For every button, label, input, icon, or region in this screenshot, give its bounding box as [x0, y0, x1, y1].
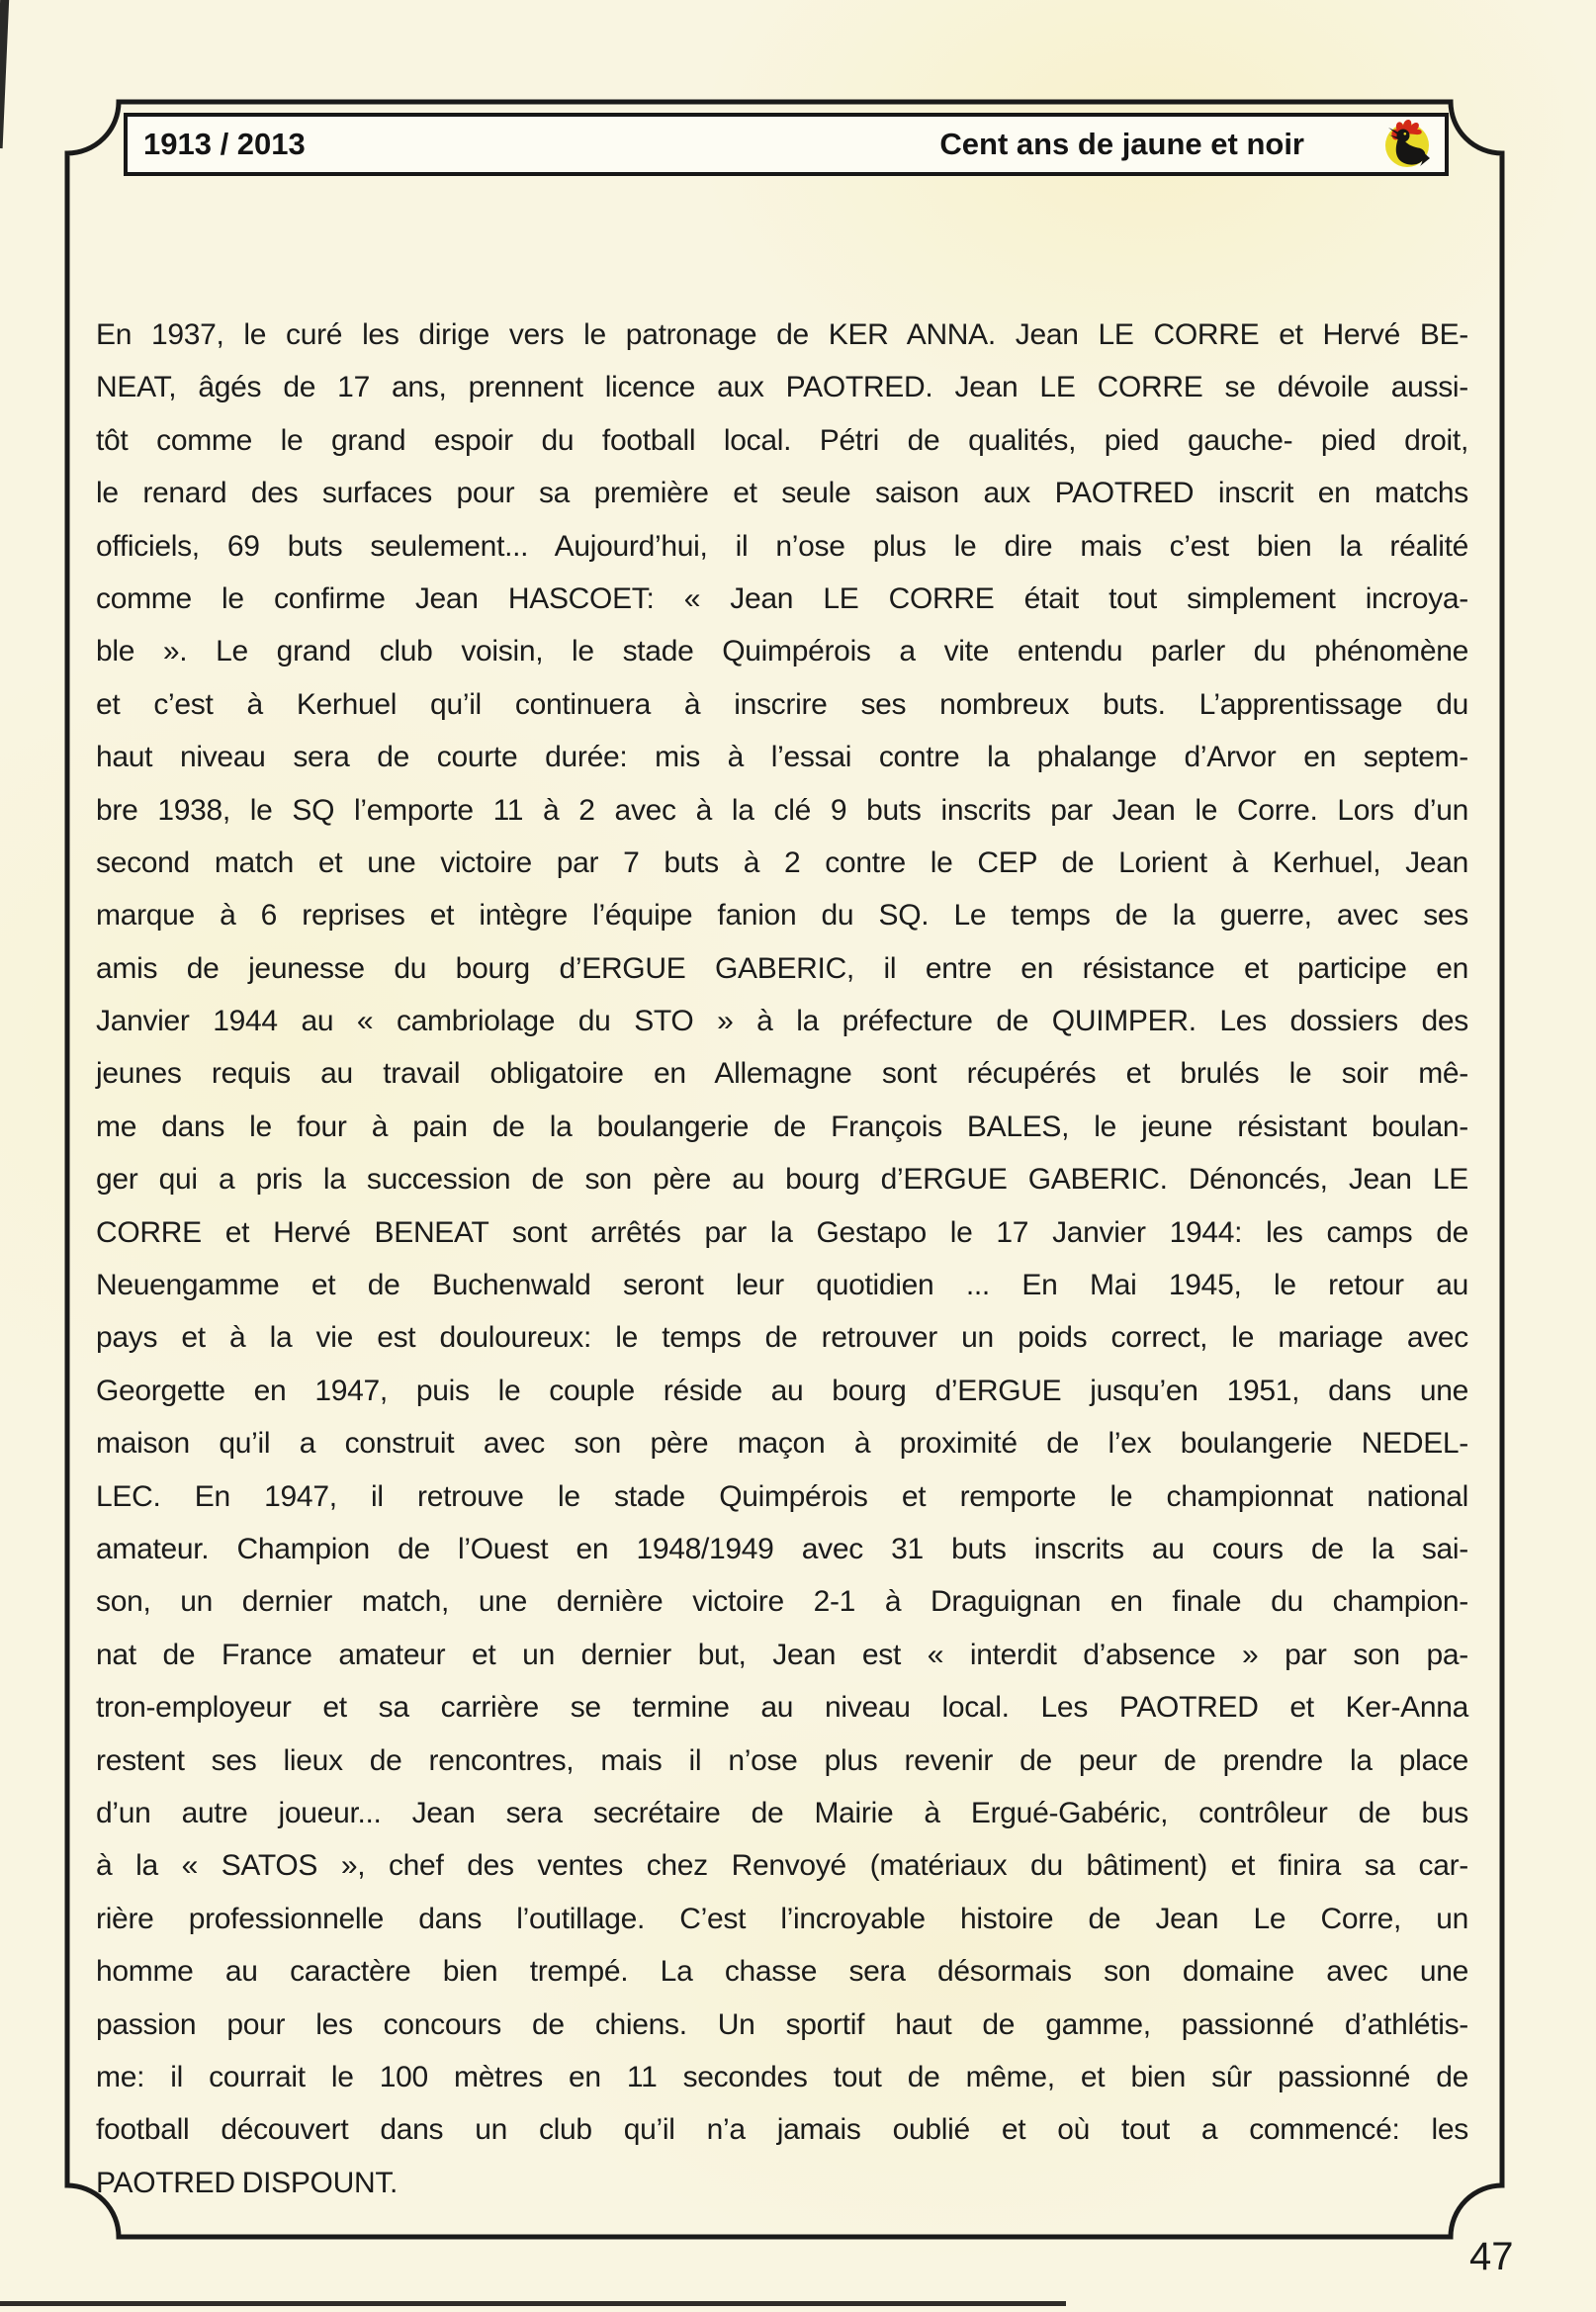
text-line: tron-employeur et sa carrière se termine au niveau local. Les PAOTRED et Ker-Anna — [96, 1691, 1468, 1725]
text-line: ger qui a pris la succession de son père au bourg d’ERGUE GABERIC. Dénoncés, Jean LE — [96, 1163, 1468, 1197]
text-line: et c’est à Kerhuel qu’il continuera à inscrire ses nombreux buts. L’apprentissage du — [96, 687, 1468, 721]
text-line: En 1937, le curé les dirige vers le patronage de KER ANNA. Jean LE CORRE et Hervé BE- — [96, 318, 1468, 351]
text-line: comme le confirme Jean HASCOET: « Jean LE CORRE était tout simplement incroya- — [96, 581, 1468, 615]
text-line: tôt comme le grand espoir du football local. Pétri de qualités, pied gauche- pied droit, — [96, 423, 1468, 457]
text-line: second match et une victoire par 7 buts à 2 contre le CEP de Lorient à Kerhuel, Jean — [96, 845, 1468, 879]
text-line: rière professionnelle dans l’outillage. C’est l’incroyable histoire de Jean Le Corre, un — [96, 1902, 1468, 1935]
text-line: officiels, 69 buts seulement... Aujourd’hui, il n’ose plus le dire mais c’est bien la réalité — [96, 529, 1468, 563]
text-line: bre 1938, le SQ l’emporte 11 à 2 avec à la clé 9 buts inscrits par Jean le Corre. Lors d’un — [96, 793, 1468, 827]
text-line: me: il courrait le 100 mètres en 11 secondes tout de même, et bien sûr passionné de — [96, 2060, 1468, 2093]
text-line: le renard des surfaces pour sa première et seule saison aux PAOTRED inscrit en matchs — [96, 477, 1468, 510]
text-line: pays et à la vie est douloureux: le temps de retrouver un poids correct, le mariage avec — [96, 1321, 1468, 1355]
text-line: Georgette en 1947, puis le couple réside au bourg d’ERGUE jusqu’en 1951, dans une — [96, 1374, 1468, 1407]
text-line: LEC. En 1947, il retrouve le stade Quimpérois et remporte le championnat national — [96, 1479, 1468, 1513]
text-line: CORRE et Hervé BENEAT sont arrêtés par la Gestapo le 17 Janvier 1944: les camps de — [96, 1215, 1468, 1249]
text-line: Neuengamme et de Buchenwald seront leur quotidien ... En Mai 1945, le retour au — [96, 1269, 1468, 1302]
text-line: Janvier 1944 au « cambriolage du STO » à la préfecture de QUIMPER. Les dossiers des — [96, 1005, 1468, 1038]
rooster-logo-icon — [1383, 118, 1431, 171]
page-number: 47 — [1469, 2235, 1514, 2278]
scan-artifact-bottom-edge — [0, 2301, 1066, 2306]
text-line: haut niveau sera de courte durée: mis à l’essai contre la phalange d’Arvor en septem- — [96, 741, 1468, 774]
header-right-group — [939, 118, 1431, 171]
text-line: marque à 6 reprises et intègre l’équipe fanion du SQ. Le temps de la guerre, avec ses — [96, 899, 1468, 933]
text-line: ble ». Le grand club voisin, le stade Quimpérois a vite entendu parler du phénomène — [96, 635, 1468, 668]
text-line: PAOTRED DISPOUNT. — [96, 2166, 399, 2199]
text-line: passion pour les concours de chiens. Un sportif haut de gamme, passionné d’athlétis- — [96, 2007, 1468, 2041]
text-line: football découvert dans un club qu’il n’a jamais oublié et où tout a commencé: les — [96, 2113, 1468, 2147]
header-motto: Cent ans de jaune et noir — [939, 127, 1304, 161]
text-line: amateur. Champion de l’Ouest en 1948/1949 avec 31 buts inscrits au cours de la sai- — [96, 1532, 1468, 1565]
text-line: d’un autre joueur... Jean sera secrétaire de Mairie à Ergué-Gabéric, contrôleur de bus — [96, 1796, 1468, 1829]
text-line: NEAT, âgés de 17 ans, prennent licence aux PAOTRED. Jean LE CORRE se dévoile aussi- — [96, 371, 1468, 404]
text-line: homme au caractère bien trempé. La chasse sera désormais son domaine avec une — [96, 1955, 1468, 1989]
article-text — [96, 309, 1468, 2209]
text-line: jeunes requis au travail obligatoire en Allemagne sont récupérés et brulés le soir mê- — [96, 1057, 1468, 1091]
text-line: nat de France amateur et un dernier but, Jean est « interdit d’absence » par son pa- — [96, 1638, 1468, 1671]
text-line: à la « SATOS », chef des ventes chez Renvoyé (matériaux du bâtiment) et finira sa car- — [96, 1849, 1468, 1883]
text-line: me dans le four à pain de la boulangerie de François BALES, le jeune résistant boulan- — [96, 1110, 1468, 1143]
text-line: restent ses lieux de rencontres, mais il n’ose plus revenir de peur de prendre la place — [96, 1743, 1468, 1777]
text-line: amis de jeunesse du bourg d’ERGUE GABERIC, il entre en résistance et participe en — [96, 951, 1468, 985]
text-line: son, un dernier match, une dernière victoire 2-1 à Draguignan en finale du champion- — [96, 1585, 1468, 1619]
header-years: 1913 / 2013 — [143, 127, 306, 161]
text-line: maison qu’il a construit avec son père maçon à proximité de l’ex boulangerie NEDEL- — [96, 1427, 1468, 1461]
header-band — [124, 113, 1449, 176]
